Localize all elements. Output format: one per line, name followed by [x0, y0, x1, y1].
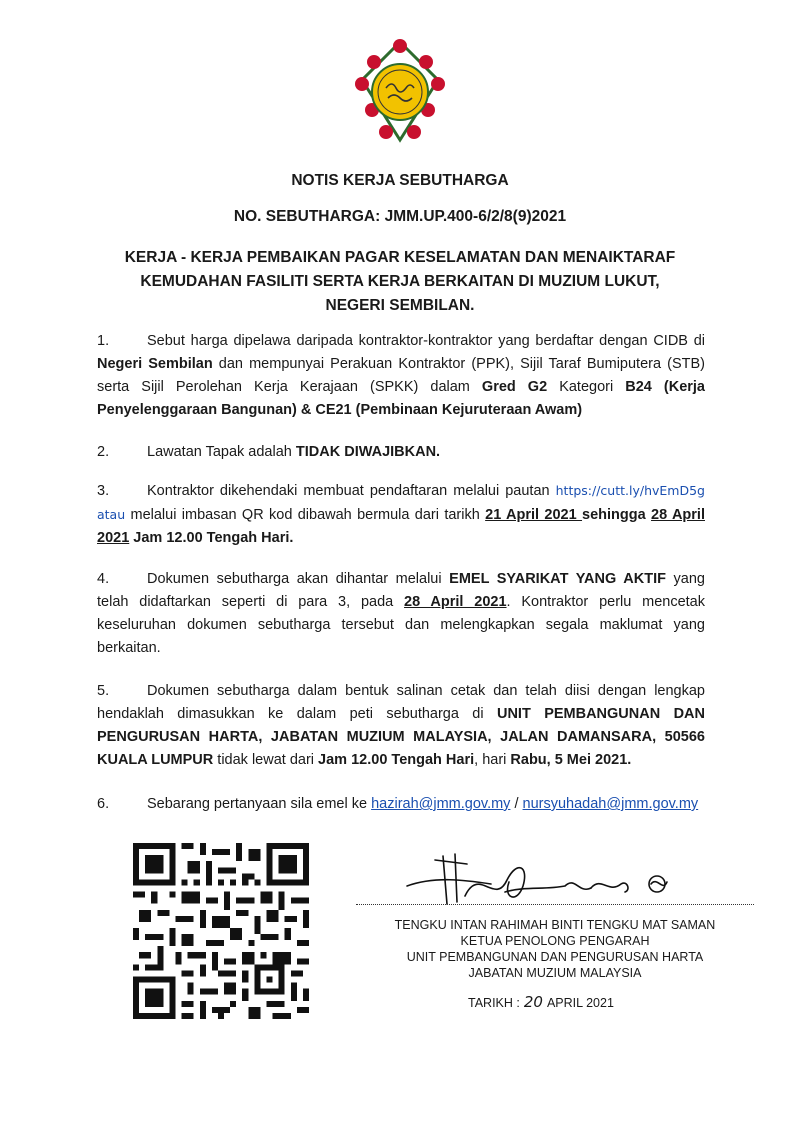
text: Lawatan Tapak adalah [147, 444, 296, 460]
signature-line [356, 904, 754, 905]
paragraph-5 [97, 680, 705, 772]
registration-link[interactable]: https://cutt.ly/hvEmD5g [555, 483, 705, 498]
send-date: 28 April 2021 [404, 594, 507, 610]
bold-text: Jam 12.00 Tengah Hari [318, 752, 475, 768]
email-link[interactable]: nursyuhadah@jmm.gov.my [522, 796, 699, 812]
bold-text: EMEL SYARIKAT YANG AKTIF [449, 571, 666, 587]
signatory-position: KETUA PENOLONG PENGARAH [460, 934, 650, 948]
text: yang telah didaftarkan seperti di para 3, pada [97, 571, 705, 610]
email-link[interactable]: hazirah@jmm.gov.my [371, 796, 511, 812]
paragraph-number: 1. [97, 333, 110, 349]
qr-code[interactable] [133, 843, 309, 1019]
subject-heading [60, 246, 740, 318]
bold-text: Rabu, 5 Mei 2021. [510, 752, 632, 768]
bold-text: Jam 12.00 Tengah Hari. [129, 530, 294, 546]
text: atau [97, 507, 126, 522]
text: dan mempunyai Perakuan Kontraktor (PPK), Sijil Taraf Bumiputera (STB) serta Sijil Perolehan Kerja Kerajaan (SPKK) dalam [97, 356, 705, 395]
signatory-department: JABATAN MUZIUM MALAYSIA [468, 966, 642, 980]
state-crest-logo [352, 36, 448, 146]
paragraph-6 [97, 793, 705, 816]
signatory-unit: UNIT PEMBANGUNAN DAN PENGURUSAN HARTA [406, 950, 704, 964]
bold-text: sehingga [582, 507, 646, 523]
subject-line: NEGERI SEMBILAN. [325, 297, 475, 314]
text: / [510, 796, 523, 812]
date-day: 20 [523, 993, 543, 1011]
paragraph-number: 2. [97, 444, 110, 460]
date-month-year: APRIL 2021 [546, 996, 614, 1010]
paragraph-1 [97, 330, 705, 422]
text: . Kontraktor perlu mencetak keseluruhan dokumen sebutharga tersebut dan melengkapkan segala maklumat yang berkaitan. [97, 594, 705, 656]
quote-number: NO. SEBUTHARGA: JMM.UP.400-6/2/8(9)2021 [233, 208, 567, 225]
bold-text: Negeri Sembilan [97, 356, 213, 372]
notice-title: NOTIS KERJA SEBUTHARGA [291, 172, 509, 189]
paragraph-number: 4. [97, 571, 110, 587]
start-date: 21 April 2021 [485, 507, 583, 523]
paragraph-2 [97, 441, 705, 464]
text: Dokumen sebutharga dalam bentuk salinan cetak dan telah diisi dengan lengkap hendaklah dimasukkan ke dalam peti sebutharga di [97, 683, 705, 722]
paragraph-number: 6. [97, 796, 110, 812]
paragraph-number: 5. [97, 683, 110, 699]
end-date: 28 April 2021 [97, 507, 705, 546]
bold-text: UNIT PEMBANGUNAN DAN PENGURUSAN HARTA, JABATAN MUZIUM MALAYSIA, JALAN DAMANSARA, 50566 KUALA LUMPUR [97, 706, 705, 768]
text: Sebut harga dipelawa daripada kontraktor-kontraktor yang berdaftar dengan CIDB di [147, 333, 705, 349]
text: Kontraktor dikehendaki membuat pendaftaran melalui pautan [147, 483, 556, 499]
signatory-name: TENGKU INTAN RAHIMAH BINTI TENGKU MAT SAMAN [394, 918, 716, 932]
bold-text: Gred G2 [481, 379, 548, 395]
paragraph-3 [97, 479, 705, 550]
handwritten-signature [395, 846, 695, 912]
signature-date [468, 993, 614, 1011]
text: Sebarang pertanyaan sila emel ke [147, 796, 372, 812]
text: , hari [474, 752, 511, 768]
date-label: TARIKH : [468, 996, 520, 1010]
paragraph-number: 3. [97, 483, 110, 499]
text: melalui imbasan QR kod dibawah bermula dari tarikh [125, 507, 486, 523]
paragraph-4 [97, 568, 705, 660]
text: tidak lewat dari [213, 752, 319, 768]
subject-line: KERJA - KERJA PEMBAIKAN PAGAR KESELAMATAN DAN MENAIKTARAF [124, 249, 676, 266]
subject-line: KEMUDAHAN FASILITI SERTA KERJA BERKAITAN DI MUZIUM LUKUT, [140, 273, 660, 290]
text: Dokumen sebutharga akan dihantar melalui [147, 571, 450, 587]
text: Kategori [547, 379, 626, 395]
bold-text: B24 (Kerja Penyelenggaraan Bangunan) & CE21 (Pembinaan Kejuruteraan Awam) [97, 379, 705, 418]
bold-text: TIDAK DIWAJIBKAN. [295, 444, 441, 460]
